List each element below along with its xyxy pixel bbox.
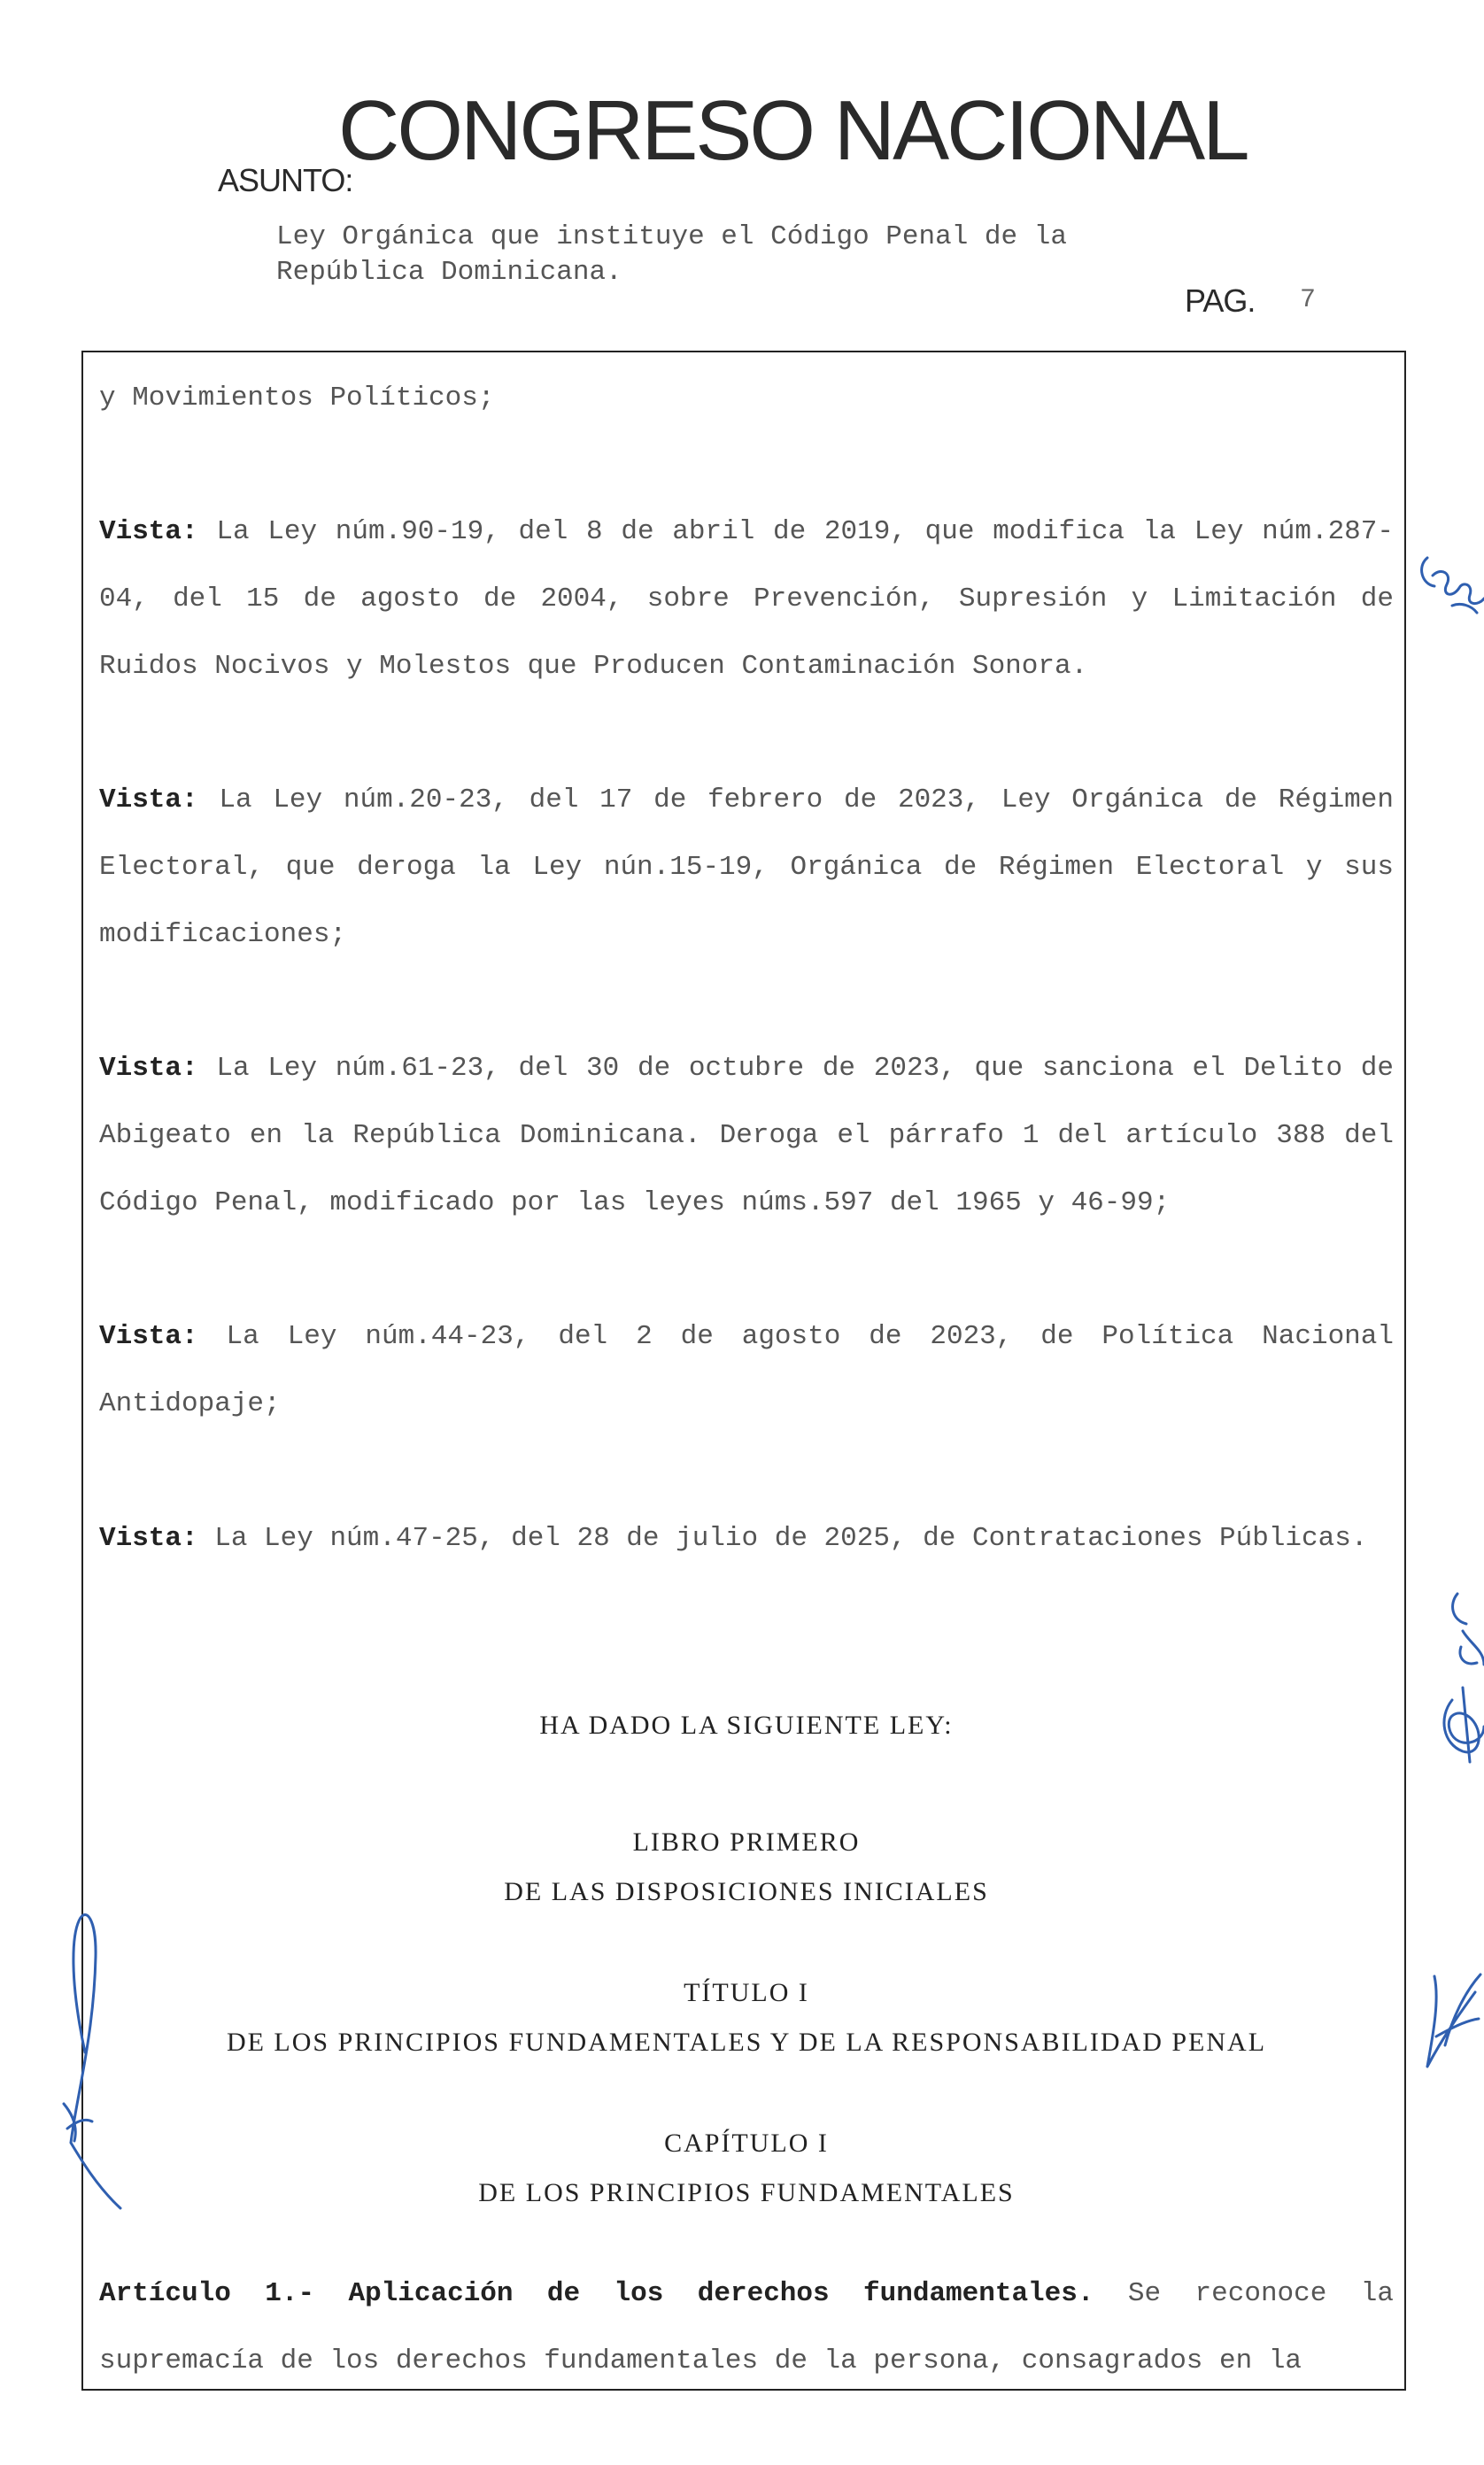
initials-signature-top [1422, 558, 1484, 613]
vista-paragraph-4 [99, 1303, 1394, 1438]
vista-text: La Ley núm.20-23, del 17 de febrero de 2023, Ley Orgánica de Régimen Electoral, que deroga la Ley nún.15-19, Orgánica de Régimen Electoral y sus modificaciones; [99, 784, 1394, 950]
initials-signature-mid-1 [1453, 1594, 1484, 1665]
vista-paragraph-2 [99, 767, 1394, 969]
article-label: Artículo 1.- Aplicación de los derechos fundamentales. [99, 2278, 1094, 2309]
enactment-heading: HA DADO LA SIGUIENTE LEY: [539, 1711, 954, 1740]
continuation-paragraph [99, 365, 1394, 432]
vista-paragraph-5 [99, 1505, 1394, 1572]
chapter-subheading: DE LOS PRINCIPIOS FUNDAMENTALES [478, 2178, 1015, 2207]
title-heading: TÍTULO I [684, 1978, 809, 2007]
vista-label: Vista: [99, 1321, 198, 1352]
article-text: Se reconoce la supremacía de los derechos fundamentales de la persona, consagrados en la [99, 2278, 1394, 2376]
page-number: 7 [1300, 285, 1317, 315]
vista-paragraph-3 [99, 1035, 1394, 1237]
vista-label: Vista: [99, 516, 198, 547]
vista-label: Vista: [99, 1523, 198, 1554]
subject-text [276, 220, 1067, 290]
book-heading: LIBRO PRIMERO [632, 1828, 861, 1857]
vista-text: La Ley núm.47-25, del 28 de julio de 2025, de Contrataciones Públicas. [214, 1523, 1368, 1554]
initials-signature-mid-2 [1444, 1688, 1484, 1762]
vista-text: La Ley núm.61-23, del 30 de octubre de 2023, que sanciona el Delito de Abigeato en la República Dominicana. Deroga el párrafo 1 del artículo 388 del Código Penal, modificado por las leyes núms.597 del 1965 y 46-99; [99, 1053, 1394, 1218]
vista-text: La Ley núm.90-19, del 8 de abril de 2019, que modifica la Ley núm.287-04, del 15 de agosto de 2004, sobre Prevención, Supresión y Limitación de Ruidos Nocivos y Molestos que Producen Contaminación Sonora. [99, 516, 1394, 682]
title-subheading: DE LOS PRINCIPIOS FUNDAMENTALES Y DE LA RESPONSABILIDAD PENAL [226, 2028, 1267, 2057]
initials-signature-low [1427, 1974, 1480, 2067]
subject-line-2: República Dominicana. [276, 257, 622, 288]
congress-title: CONGRESO NACIONAL [338, 83, 1248, 178]
chapter-heading: CAPÍTULO I [664, 2129, 829, 2158]
book-subheading: DE LAS DISPOSICIONES INICIALES [504, 1877, 989, 1906]
subject-line-1: Ley Orgánica que instituye el Código Penal de la [276, 221, 1067, 252]
vista-paragraph-1 [99, 498, 1394, 700]
article-1-paragraph [99, 2260, 1394, 2395]
asunto-label: ASUNTO: [218, 162, 353, 198]
continuation-text: y Movimientos Políticos; [99, 382, 495, 413]
vista-label: Vista: [99, 784, 198, 815]
page-label: PAG. [1185, 282, 1256, 319]
vista-label: Vista: [99, 1053, 198, 1084]
vista-text: La Ley núm.44-23, del 2 de agosto de 2023, de Política Nacional Antidopaje; [99, 1321, 1394, 1419]
